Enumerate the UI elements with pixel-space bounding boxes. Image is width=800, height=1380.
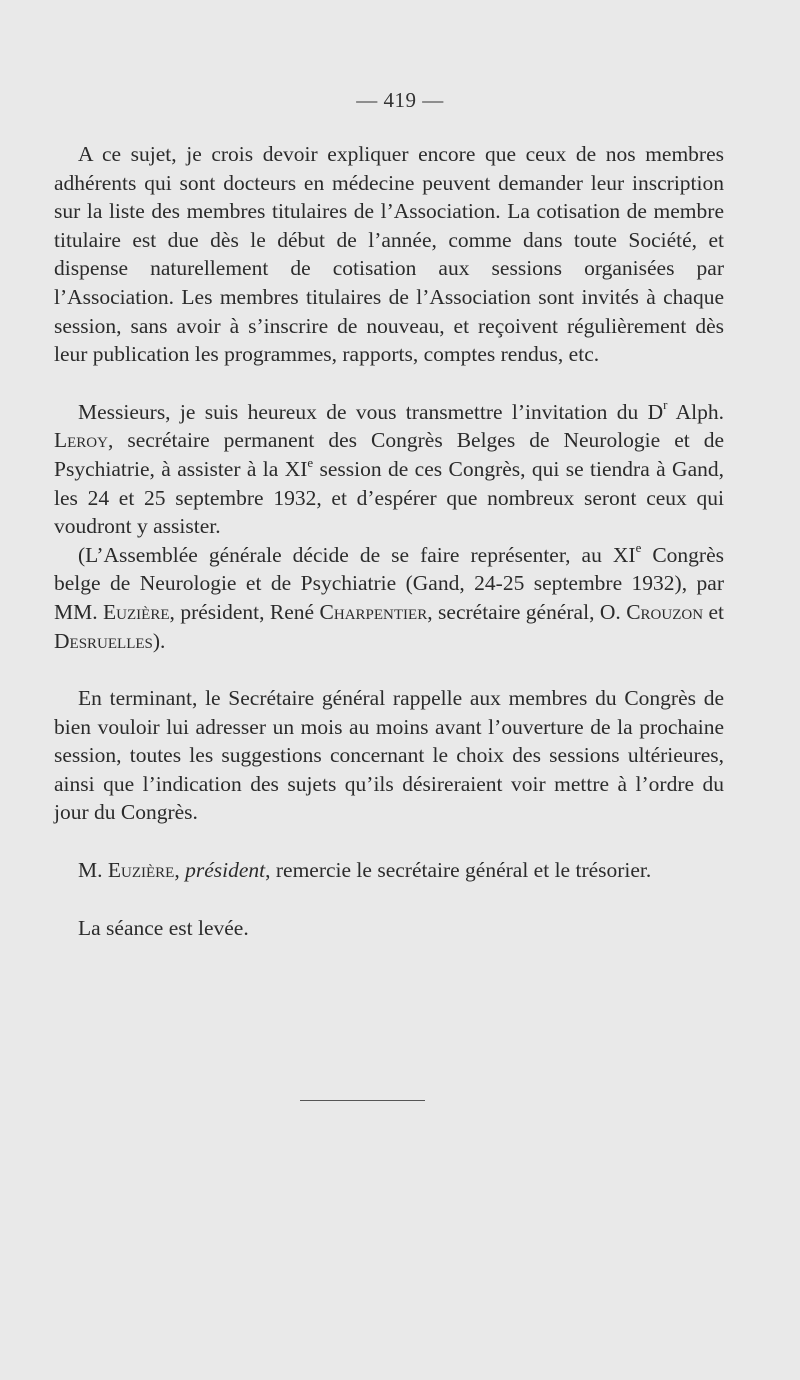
paragraph-assembly-decision: (L’Assemblée générale décide de se faire représenter, au XIe Congrès belge de Neurologie et de Psychiatrie (Gand, 24-25 septembre 1932), par MM. Euzière, président, René Charpentier, secrétaire général, O. Crouzon et Desruelles). <box>54 541 724 653</box>
paragraph-membership: A ce sujet, je crois devoir expliquer encore que ceux de nos membres adhérents qui sont docteurs en médecine peuvent demander leur inscription sur la liste des membres titulaires de l’Association. La cotisation de membre titulaire est due dès le début de l’année, comme dans toute Société, et dispense naturellement de cotisation aux sessions organisées par l’Association. Les membres titulaires de l’Association sont invités à chaque session, sans avoir à s’inscrire de nouveau, et reçoivent régulièrement dès leur publication les programmes, rapports, comptes rendus, etc. <box>54 142 724 367</box>
name-euziere-2: Euzière <box>107 858 175 883</box>
name-charpentier: Charpentier <box>319 599 428 624</box>
title-president: président <box>185 858 266 883</box>
name-euziere: Euzière <box>103 599 170 624</box>
paragraph-adjourned: La séance est levée. <box>78 915 249 940</box>
paragraph-invitation: Messieurs, je suis heureux de vous transmettre l’invitation du $D^r$ Alph. Leroy, secrétaire permanent des Congrès Belges de Neurologie et de Psychiatrie, à assister à la XIe session de ces Congrès, qui se tiendra à Gand, les 24 et 25 septembre 1932, et d’espérer que nombreux seront ceux qui voudront y assister. <box>54 398 724 539</box>
paragraph-closing-remarks: En terminant, le Secrétaire général rappelle aux membres du Congrès de bien vouloir lui adresser un mois au moins avant l’ouverture de la prochaine session, toutes les suggestions concernant le choix des sessions ultérieures, ainsi que l’indication des sujets qu’ils désireraient voir mettre à l’ordre du jour du Congrès. <box>54 686 724 825</box>
name-leroy: Leroy <box>54 428 108 453</box>
name-desruelles: Desruelles <box>54 628 153 653</box>
page-number: — 419 — <box>356 88 444 112</box>
body-text <box>54 140 724 942</box>
paragraph-thanks: M. Euzière, président, remercie le secrétaire général et le trésorier. <box>78 858 652 883</box>
name-crouzon: Crouzon <box>626 599 704 624</box>
end-rule <box>300 1100 425 1101</box>
